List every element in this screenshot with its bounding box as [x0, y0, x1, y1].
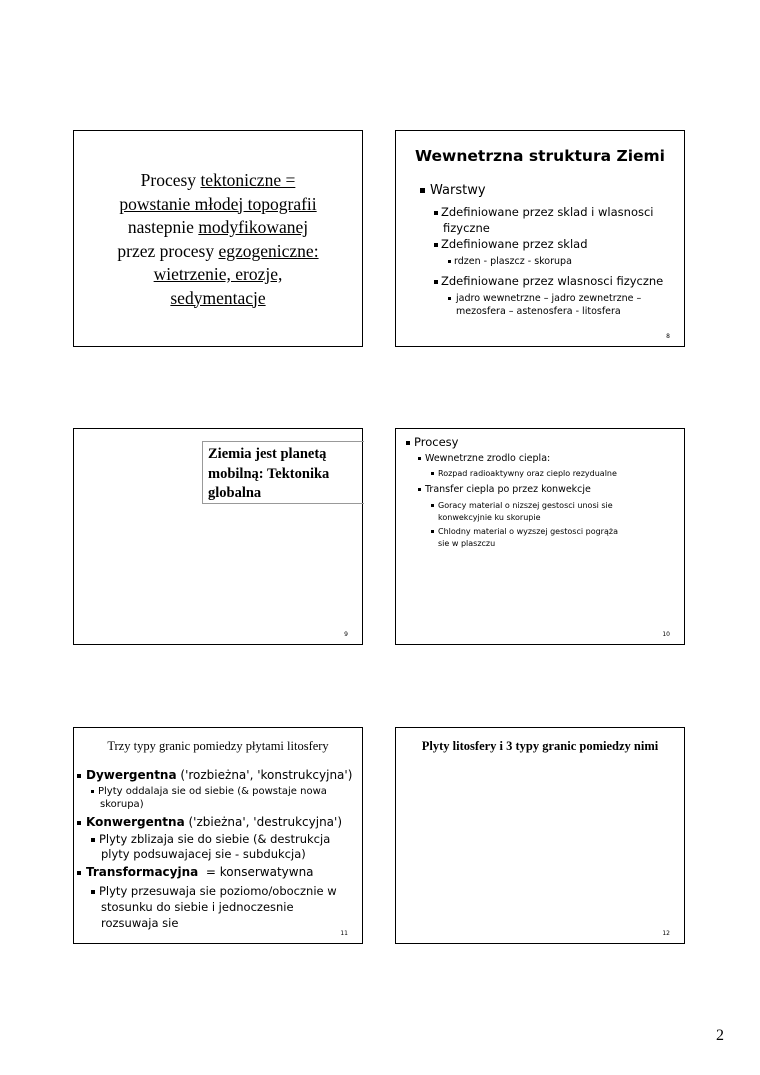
- text-line: nastepnie: [127, 217, 199, 237]
- bullet-text: konwekcyjnie ku skorupie: [438, 512, 541, 522]
- square-bullet-icon: [77, 871, 81, 875]
- bullet-l2: [91, 785, 327, 811]
- square-bullet-icon: [431, 472, 434, 475]
- slide-title: Trzy typy granic pomiedzy płytami litosfery: [107, 739, 329, 753]
- bullet-text: = konserwatywna: [198, 865, 314, 879]
- title-line: Ziemia jest planetą: [208, 446, 327, 462]
- bullet-l2: [434, 274, 663, 288]
- slide-number: 10: [662, 631, 670, 638]
- bullet-bold: Dywergentna: [86, 768, 177, 782]
- bullet-l1: [420, 183, 486, 198]
- text-underlined: egzogeniczne:: [218, 240, 319, 261]
- square-bullet-icon: [448, 297, 451, 300]
- square-bullet-icon: [431, 530, 434, 533]
- bullet-l2: [434, 204, 654, 236]
- bullet-text: fizyczne: [443, 221, 490, 235]
- slide-9: [73, 428, 363, 645]
- bullet-text: jadro wewnetrzne – jadro zewnetrzne –: [456, 293, 642, 304]
- bullet-l1: [77, 865, 314, 879]
- square-bullet-icon: [77, 774, 81, 778]
- bullet-text: mezosfera – astenosfera - litosfera: [456, 306, 621, 317]
- square-bullet-icon: [448, 260, 451, 263]
- bullet-l3: [448, 256, 572, 267]
- slide-number: 9: [344, 631, 348, 638]
- slide-title-box: [202, 441, 364, 504]
- bullet-l2: [418, 484, 591, 495]
- bullet-text: Warstwy: [430, 183, 486, 198]
- slide-7: [73, 130, 363, 347]
- bullet-text: Procesy: [414, 435, 459, 449]
- bullet-l1: [77, 815, 342, 829]
- square-bullet-icon: [434, 280, 438, 284]
- bullet-text: Transfer ciepla po przez konwekcje: [425, 484, 591, 495]
- bullet-bold: Konwergentna: [86, 815, 185, 829]
- text-underlined: tektoniczne =: [200, 170, 296, 190]
- bullet-text: plyty podsuwajacej sie - subdukcja): [101, 847, 306, 861]
- text-line: przez procesy: [117, 240, 219, 261]
- text-underlined: modyfikowanej: [198, 217, 309, 237]
- slide-8: [395, 130, 685, 347]
- text-line: sedymentacje: [170, 287, 266, 308]
- bullet-text: Goracy material o nizszej gestosci unosi sie: [438, 501, 613, 510]
- slide-number: 11: [340, 930, 348, 937]
- bullet-text: Zdefiniowane przez sklad i wlasnosci: [441, 205, 654, 219]
- bullet-bold: Transformacyjna: [86, 865, 199, 879]
- bullet-l2: [91, 883, 337, 931]
- bullet-text: Chlodny material o wyzszej gestosci pogrąża: [438, 527, 618, 536]
- square-bullet-icon: [434, 211, 438, 215]
- bullet-l3: [431, 526, 618, 549]
- bullet-text: sie w plaszczu: [438, 538, 496, 548]
- bullet-text: Plyty przesuwaja sie poziomo/obocznie w: [99, 884, 337, 898]
- bullet-text: ('zbieżna', 'destrukcyjna'): [184, 815, 343, 829]
- square-bullet-icon: [431, 504, 434, 507]
- bullet-l3: [431, 469, 617, 478]
- slide-7-text: [84, 169, 352, 310]
- bullet-text: stosunku do siebie i jednoczesnie: [101, 900, 294, 914]
- text-line: Procesy: [140, 170, 201, 190]
- bullet-text: Rozpad radioaktywny oraz cieplo rezydualne: [438, 469, 617, 478]
- bullet-text: Plyty zblizaja sie do siebie (& destrukcja: [99, 832, 331, 846]
- bullet-text: Wewnetrzne zrodlo ciepla:: [425, 453, 551, 464]
- slide-title: Plyty litosfery i 3 typy granic pomiedzy nimi: [421, 739, 659, 753]
- bullet-l3: [448, 292, 641, 318]
- page-number: 2: [716, 1027, 724, 1044]
- bullet-l1: [77, 768, 352, 782]
- bullet-text: Plyty oddalaja sie od siebie (& powstaje nowa: [98, 786, 327, 797]
- square-bullet-icon: [91, 838, 95, 842]
- text-line: powstanie młodej topografii: [119, 193, 317, 214]
- bullet-text: Zdefiniowane przez wlasnosci fizyczne: [441, 274, 664, 288]
- title-line: mobilną: Tektonika: [208, 465, 330, 482]
- slide-number: 8: [666, 333, 670, 340]
- slide-number: 12: [662, 930, 670, 937]
- square-bullet-icon: [406, 441, 410, 445]
- slide-12: [395, 727, 685, 944]
- bullet-text: rdzen - plaszcz - skorupa: [454, 256, 572, 267]
- title-line: globalna: [208, 485, 262, 501]
- bullet-l1: [406, 435, 458, 449]
- square-bullet-icon: [420, 188, 425, 193]
- square-bullet-icon: [418, 488, 421, 491]
- bullet-text: ('rozbieżna', 'konstrukcyjna'): [176, 768, 353, 782]
- slide-title: Wewnetrzna struktura Ziemi: [415, 147, 665, 165]
- bullet-text: rozsuwaja sie: [101, 916, 179, 930]
- bullet-l2: [418, 453, 550, 464]
- square-bullet-icon: [91, 790, 94, 793]
- square-bullet-icon: [77, 821, 81, 825]
- bullet-l2: [434, 237, 588, 251]
- slide-11: [73, 727, 363, 944]
- slide-10: [395, 428, 685, 645]
- bullet-l2: [91, 832, 330, 862]
- bullet-l3: [431, 500, 613, 523]
- square-bullet-icon: [434, 243, 438, 247]
- square-bullet-icon: [91, 890, 95, 894]
- square-bullet-icon: [418, 457, 421, 460]
- text-line: wietrzenie, erozje,: [153, 264, 283, 284]
- bullet-text: Zdefiniowane przez sklad: [441, 237, 588, 251]
- bullet-text: skorupa): [100, 799, 144, 810]
